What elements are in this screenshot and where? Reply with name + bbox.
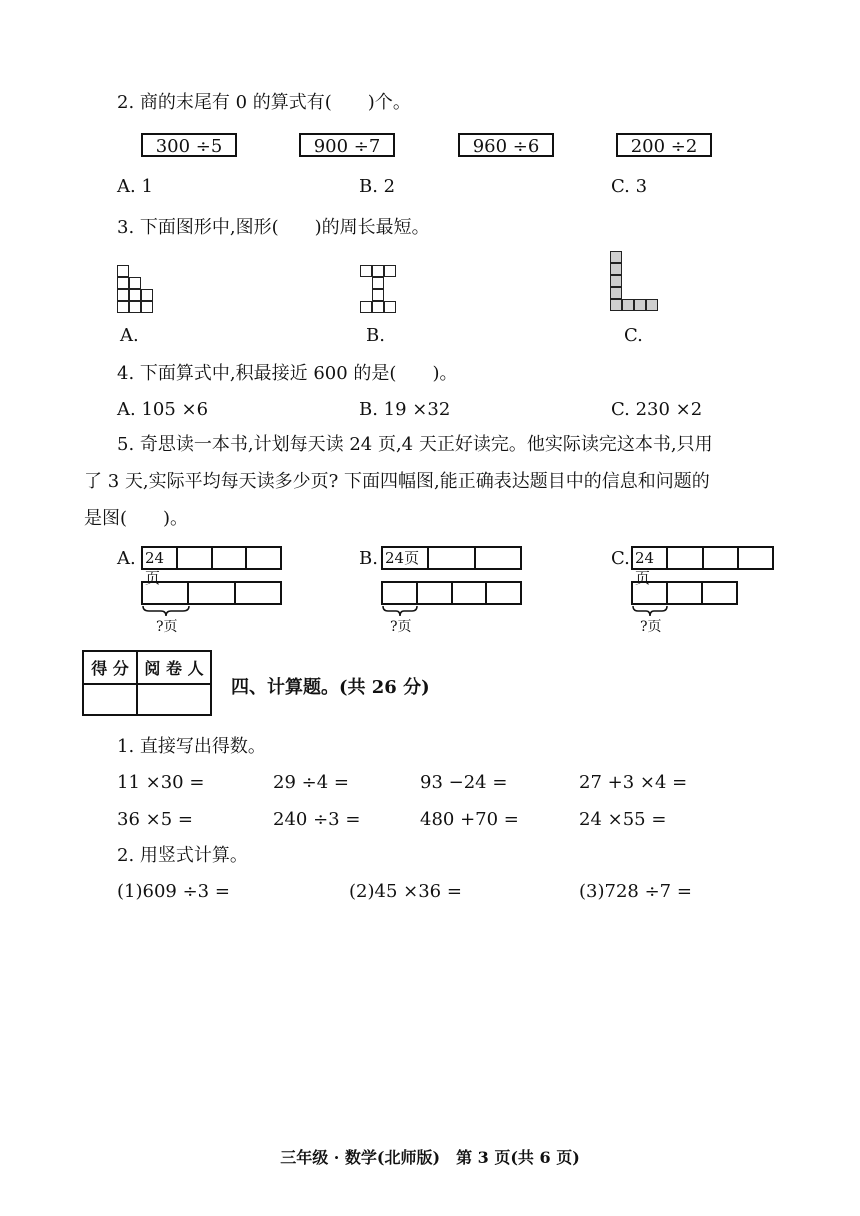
q5-c-plan-seg-3 [704, 548, 739, 568]
section-4-sub2: 2. 用竖式计算。 [117, 845, 248, 866]
q2-option-b: B. 2 [359, 176, 396, 197]
q5-label-c: C. [611, 548, 630, 569]
q5-a-plan-bar [141, 546, 282, 587]
q5-a-plan-seg-1: 24页 [143, 548, 178, 568]
score-col-header: 得 分 [83, 651, 137, 684]
q5-c-plan-seg-1: 24页 [633, 548, 668, 568]
grader-cell[interactable] [137, 684, 211, 715]
calc-2-3: 480 +70 = [420, 809, 519, 830]
q5-a-actual-seg-1 [143, 583, 189, 603]
q3-label-c: C. [624, 325, 643, 346]
calc-1-2: 29 ÷4 = [273, 772, 349, 793]
score-table [82, 650, 212, 716]
q2-stem: 2. 商的末尾有 0 的算式有( )个。 [117, 92, 411, 113]
q5-b-actual-bar [381, 581, 522, 605]
q5-a-actual-bar [141, 581, 282, 605]
q5-c-plan-seg-4 [739, 548, 772, 568]
q5-stem-line1: 5. 奇思读一本书,计划每天读 24 页,4 天正好读完。他实际读完这本书,只用 [117, 434, 713, 455]
q5-b-question-label: ?页 [390, 619, 412, 635]
q5-c-actual-seg-1 [633, 583, 668, 603]
calc-2-1: 36 ×5 = [117, 809, 193, 830]
page-footer: 三年级 · 数学(北师版) 第 3 页(共 6 页) [280, 1148, 580, 1167]
q5-label-a: A. [117, 548, 136, 569]
q5-b-plan-bar [381, 546, 522, 570]
q4-option-a: A. 105 ×6 [117, 399, 209, 420]
q5-b-plan-seg-2 [429, 548, 475, 568]
q5-b-plan-seg-1: 24页 [383, 548, 429, 568]
calc-1-1: 11 ×30 = [117, 772, 205, 793]
calc-2-2: 240 ÷3 = [273, 809, 361, 830]
q5-c-plan-seg-2 [668, 548, 703, 568]
q5-b-plan-seg-3 [476, 548, 520, 568]
calc-1-3: 93 −24 = [420, 772, 508, 793]
q3-shape-b [360, 265, 400, 317]
q2-expr-a: 300 ÷5 [141, 133, 237, 157]
q5-a-actual-seg-2 [189, 583, 235, 603]
q3-shape-a [117, 265, 159, 317]
q4-stem: 4. 下面算式中,积最接近 600 的是( )。 [117, 363, 458, 384]
q5-c-plan-bar [631, 546, 774, 587]
score-cell[interactable] [83, 684, 137, 715]
q2-expr-b: 900 ÷7 [299, 133, 395, 157]
vertical-calc-1: (1)609 ÷3 = [117, 881, 230, 902]
q5-c-actual-bar [631, 581, 738, 605]
q2-option-a: A. 1 [117, 176, 153, 197]
q5-a-actual-seg-3 [236, 583, 280, 603]
q5-b-actual-seg-4 [487, 583, 520, 603]
q5-stem-line2: 了 3 天,实际平均每天读多少页? 下面四幅图,能正确表达题目中的信息和问题的 [84, 471, 710, 492]
q5-c-question-label: ?页 [640, 619, 662, 635]
q4-option-c: C. 230 ×2 [611, 399, 703, 420]
section-4-sub1: 1. 直接写出得数。 [117, 736, 266, 757]
q5-c-actual-seg-3 [703, 583, 736, 603]
q5-b-actual-seg-2 [418, 583, 453, 603]
q5-stem-line3: 是图( )。 [84, 508, 189, 529]
q5-a-plan-seg-3 [213, 548, 248, 568]
q2-option-c: C. 3 [611, 176, 648, 197]
vertical-calc-2: (2)45 ×36 = [349, 881, 462, 902]
q3-stem: 3. 下面图形中,图形( )的周长最短。 [117, 217, 430, 238]
section-4-title: 四、计算题。(共 26 分) [231, 677, 430, 698]
q5-a-plan-seg-2 [178, 548, 213, 568]
calc-2-4: 24 ×55 = [579, 809, 667, 830]
q5-c-actual-seg-2 [668, 583, 703, 603]
q4-option-b: B. 19 ×32 [359, 399, 451, 420]
q5-b-actual-seg-3 [453, 583, 488, 603]
q3-shape-c [610, 251, 664, 317]
q5-b-actual-seg-1 [383, 583, 418, 603]
calc-1-4: 27 +3 ×4 = [579, 772, 688, 793]
grader-col-header: 阅 卷 人 [137, 651, 211, 684]
q3-label-a: A. [120, 325, 139, 346]
q2-expr-c: 960 ÷6 [458, 133, 554, 157]
q3-label-b: B. [366, 325, 385, 346]
q5-a-plan-seg-4 [247, 548, 280, 568]
q5-label-b: B. [359, 548, 378, 569]
q2-expr-d: 200 ÷2 [616, 133, 712, 157]
q5-a-question-label: ?页 [156, 619, 178, 635]
vertical-calc-3: (3)728 ÷7 = [579, 881, 692, 902]
